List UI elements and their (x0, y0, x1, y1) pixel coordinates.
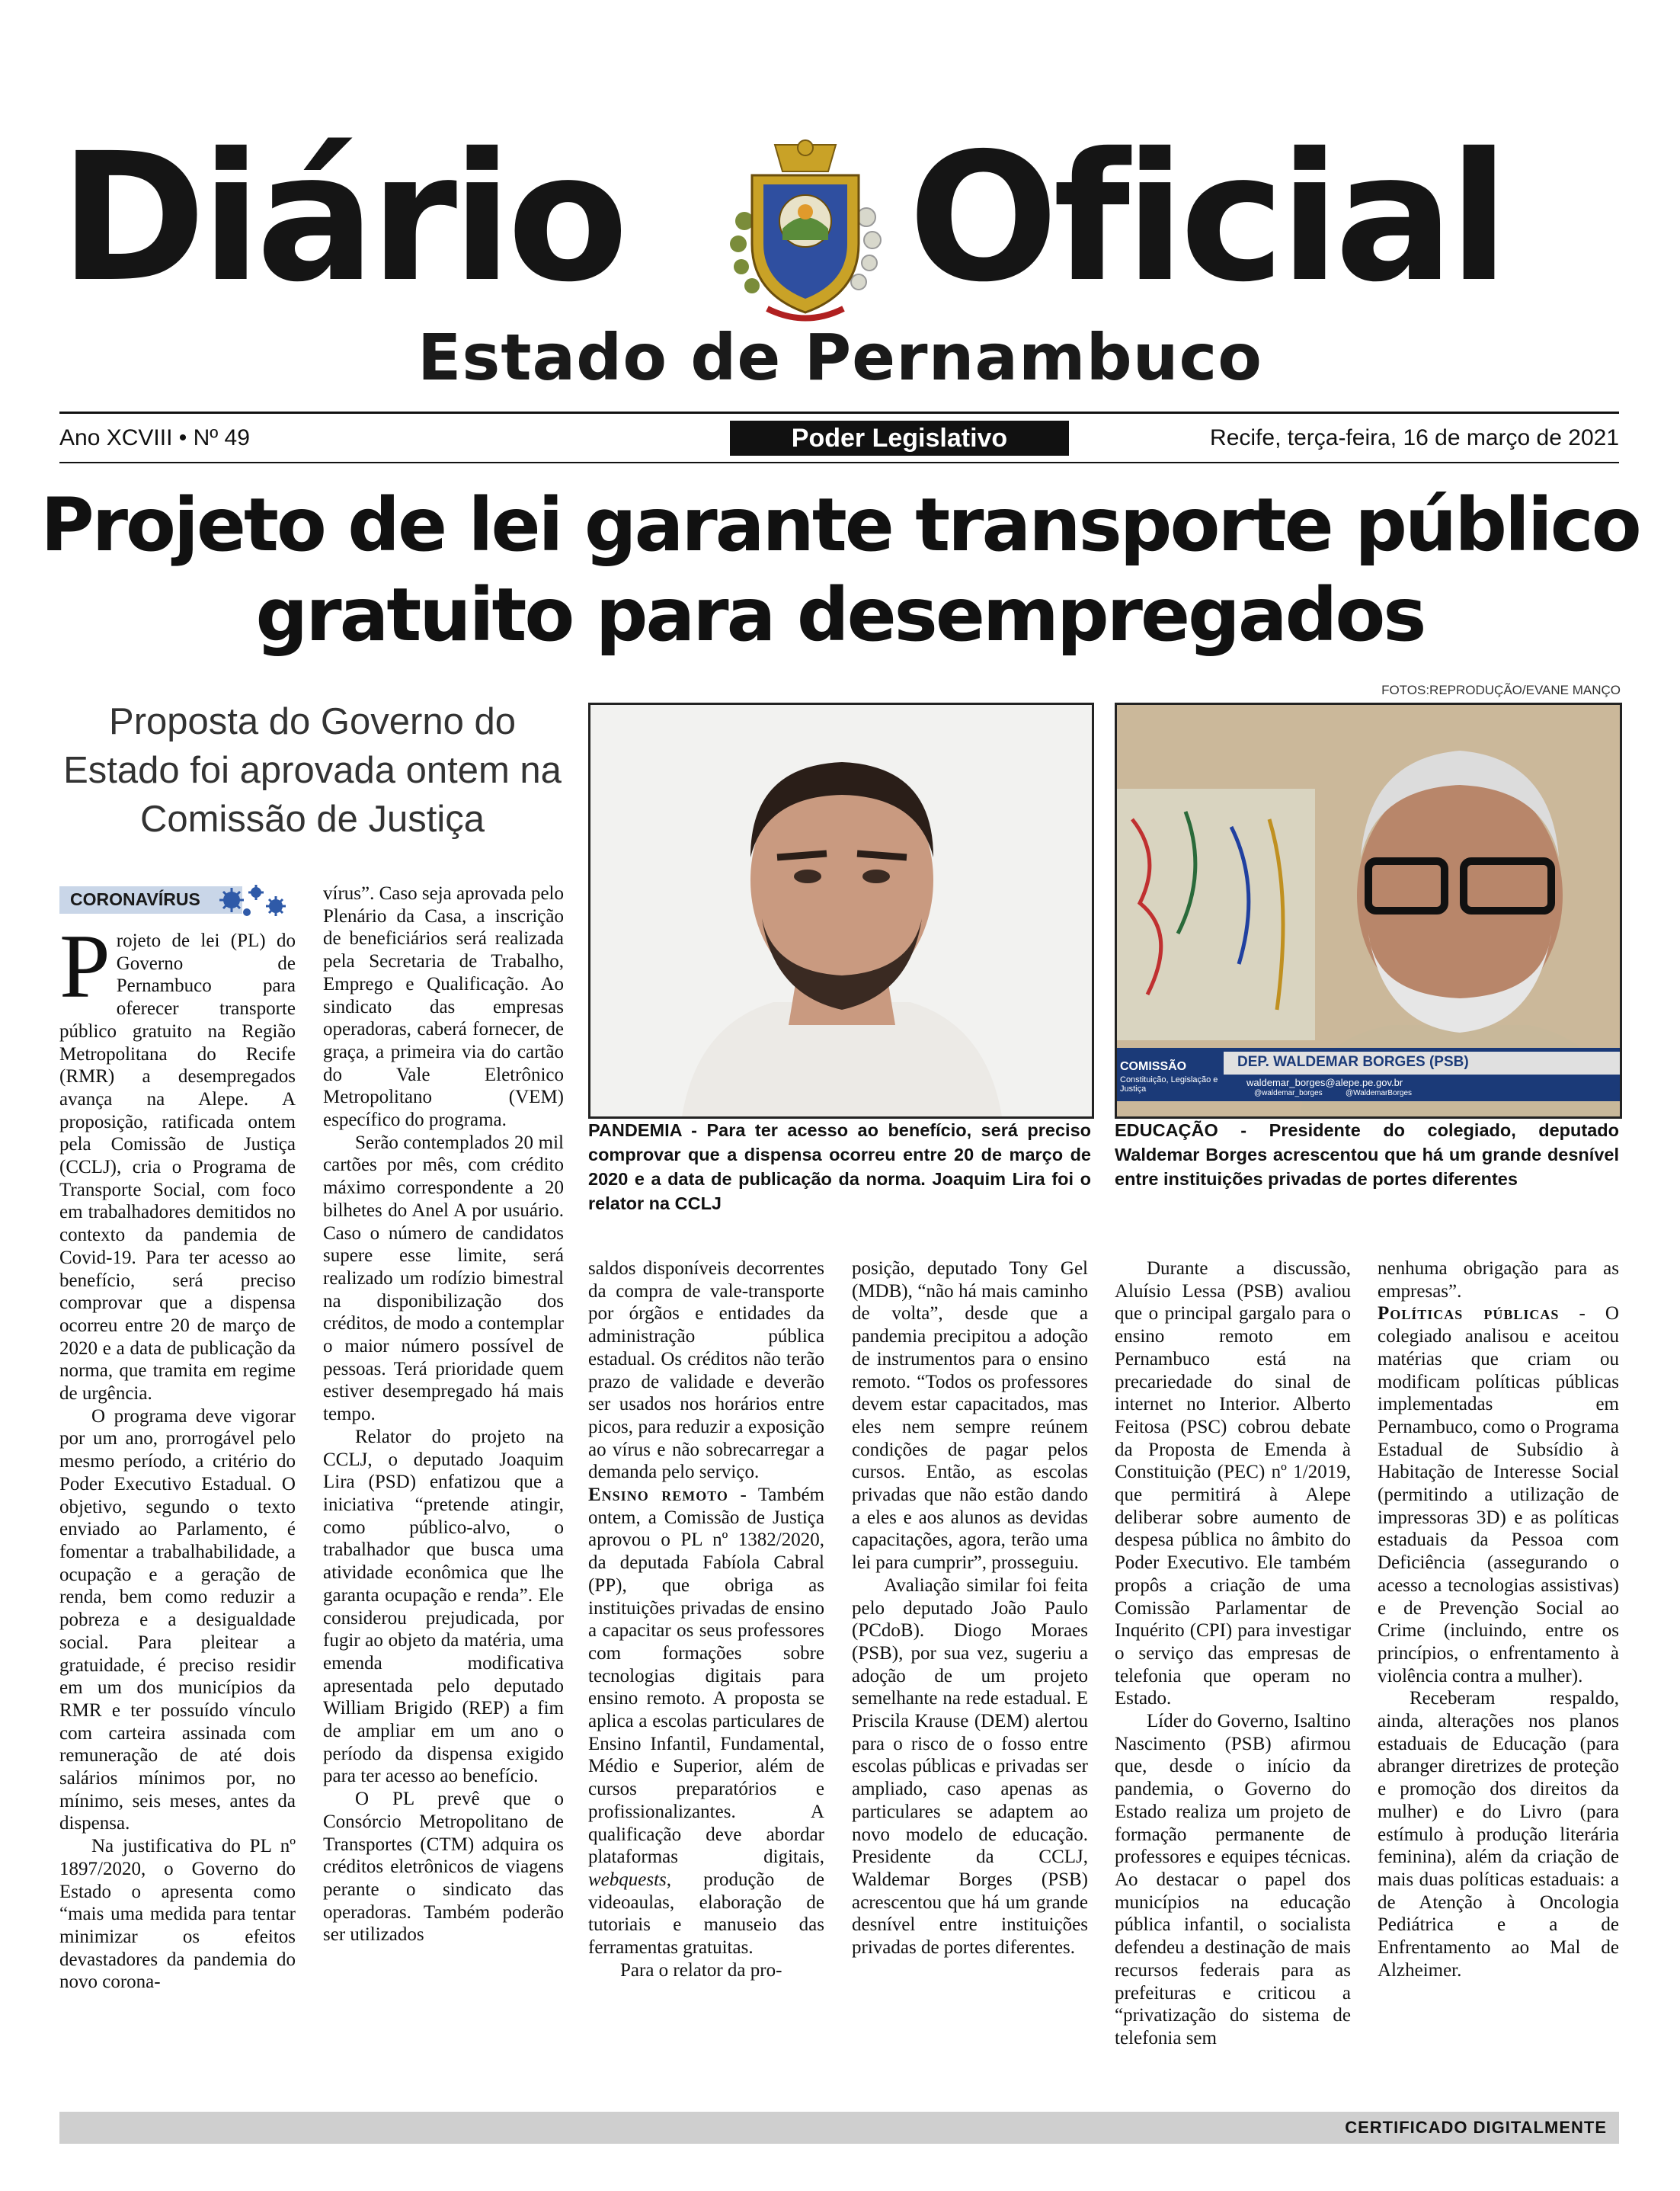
footer-bar (59, 2112, 1619, 2144)
col2-paragraph-3: Relator do projeto na CCLJ, o deputado Joaquim Lira (PSD) enfatizou que a iniciativa “pretende atingir, como público-alvo, o trabalhador que busca uma atividade econômica que lhe garanta ocupação e renda”. Ele considerou prejudicada, por fugir ao objeto da matéria, uma emenda modificativa apresentada pelo deputado William Brigido (REP) a fim de ampliar em um ano o período da dispensa exigido para ter acesso ao benefício. (323, 1426, 564, 1787)
masthead (0, 114, 1680, 395)
masthead-subtitle: Estado de Pernambuco (417, 320, 1263, 395)
col2-paragraph-1: vírus”. Caso seja aprovada pelo Plenário da Casa, a inscrição de beneficiários será realizada pela Secretaria de Trabalho, Emprego e Qualificação. Ao sindicato das empresas operadoras, caberá fornecer, de graça, a primeira via do cartão do Vale Eletrônico Metropolitano (VEM) específico do programa. (323, 883, 564, 1131)
top-rule (59, 412, 1619, 414)
col3-paragraph-2-end: , produção de videoaulas, elaboração de tutoriais e manuseio das ferramentas gratuitas. (588, 1869, 824, 1959)
tag-label: CORONAVÍRUS (70, 889, 200, 909)
footer-certified: CERTIFICADO DIGITALMENTE (1345, 2118, 1607, 2137)
subhead-ensino-remoto: Ensino remoto (588, 1485, 728, 1506)
caption-pandemia-lead: PANDEMIA - (588, 1120, 707, 1140)
caption-educacao-text: Presidente do colegiado, deputado Waldemar Borges acrescentou que há um grande desnível entre instituições privadas de portes diferentes (1115, 1120, 1619, 1189)
col3-paragraph-1: saldos disponíveis decorrentes da compra de vale-transporte por órgãos e entidades da administração pública estadual. Os créditos não terão prazo de validade e deverão ser usados nos horários entre picos, para reduzir a exposição ao vírus e não sobrecarregar a demanda pelo serviço. (588, 1258, 824, 1483)
caption-educacao (1115, 1118, 1619, 1191)
lower-third-name: DEP. WALDEMAR BORGES (PSB) (1237, 1054, 1469, 1070)
lower-third-social-1: @waldemar_borges (1254, 1089, 1323, 1097)
lower-third-left-title: COMISSÃO (1120, 1060, 1187, 1073)
photo-credit: FOTOS:REPRODUÇÃO/EVANE MANÇO (1381, 683, 1621, 697)
info-bar (59, 421, 1619, 459)
col2-paragraph-4: O PL prevê que o Consórcio Metropolitano de Transportes (CTM) adquira os créditos eletrônicos de viagens perante o sindicato das operadoras. Também poderão ser utilizados (323, 1789, 564, 1946)
article-column-5 (1115, 1257, 1351, 2050)
section-tag (59, 886, 293, 915)
section-label: Poder Legislativo (730, 421, 1069, 456)
drop-cap: P (59, 915, 110, 1017)
article-column-6 (1378, 1257, 1619, 1982)
person-portrait-icon (590, 705, 1092, 1116)
col2-paragraph-2: Serão contemplados 20 mil cartões por mês, com crédito máximo correspondente a 20 bilhetes do Anel A por usuário. Caso o número de candidatos supere esse limite, será realizado um rodízio bimestral na disponibilização dos créditos, de modo a contemplar o maior número possível de pessoas. Terá prioridade quem estiver desempregado há mais tempo. (323, 1132, 564, 1425)
subhead-politicas-publicas: Políticas públicas (1378, 1303, 1560, 1325)
issue-date: Recife, terça-feira, 16 de março de 2021 (1210, 425, 1619, 450)
caption-pandemia (588, 1118, 1091, 1216)
article-column-3 (588, 1257, 824, 1982)
col5-paragraph-2: Líder do Governo, Isaltino Nascimento (PSB) afirmou que, desde o início da pandemia, o Governo do Estado realiza um projeto de formação permanente de professores e equipes técnicas. Ao destacar o papel dos municípios na educação pública infantil, o socialista defendeu a destinação de mais recursos federais para as prefeituras e criticou a “privatização do sistema de telefonia sem (1115, 1711, 1351, 2048)
col1-paragraph-1: rojeto de lei (PL) do Governo de Pernambuco para oferecer transporte público gratuito na Região Metropolitana do Recife (RMR) a desempregados avança na Alepe. A proposição, ratificada ontem pela Comissão de Justiça (CCLJ), cria o Programa de Transporte Social, com foco em trabalhadores demitidos no contexto da pandemia de Covid-19. Para ter acesso ao benefício, será preciso comprovar que a dispensa ocorreu entre 20 de março de 2020 e a data de publicação da norma, que tramita em regime de urgência. (59, 931, 296, 1405)
col6-paragraph-1: nenhuma obrigação para as empresas”. (1378, 1258, 1619, 1302)
photo-waldemar-borges (1115, 703, 1622, 1119)
headline-line-1: Projeto de lei garante transporte público (40, 482, 1640, 568)
lower-third-email: waldemar_borges@alepe.pe.gov.br (1246, 1077, 1403, 1088)
caption-educacao-lead: EDUCAÇÃO - (1115, 1120, 1269, 1140)
col3-paragraph-2: - Também ontem, a Comissão de Justiça aprovou o PL nº 1382/2020, da deputada Fabíola Cabral (PP), que obriga as instituições privadas de ensino a capacitar os seus professores com formações sobre tecnologias digitais para ensino remoto. A proposta se aplica a escolas particulares de Ensino Infantil, Fundamental, Médio e Superior, além de cursos preparatórios e profissionalizantes. A qualificação deve abordar plataformas digitais, (588, 1485, 824, 1868)
bottom-rule (59, 462, 1619, 463)
virus-icon (209, 882, 293, 920)
col3-paragraph-3: Para o relator da pro- (620, 1959, 782, 1981)
article-column-4 (852, 1257, 1088, 1959)
article-column-2 (323, 882, 564, 1946)
deck: Proposta do Governo do Estado foi aprovada ontem na Comissão de Justiça (63, 701, 562, 840)
col1-paragraph-2: O programa deve vigorar por um ano, prorrogável pelo mesmo período, a critério do Poder Executivo Estadual. O objetivo, segundo o texto enviado ao Parlamento, é fomentar a trabalhabilidade, a ocupação e a geração de renda, bem como reduzir a pobreza e a desigualdade social. Para pleitear a gratuidade, é preciso residir em um dos municípios da RMR e ter possuído vínculo com carteira assinada com remuneração de até dois salários mínimos por, no mínimo, seis meses, antes da dispensa. (59, 1405, 296, 1834)
col4-paragraph-2: Avaliação similar foi feita pelo deputado João Paulo (PCdoB). Diogo Moraes (PSB), por sua vez, sugeriu a adoção de um projeto semelhante na rede estadual. E Priscila Krause (DEM) alertou para o risco de o fosso entre escolas públicas e privadas ser ampliado, caso apenas as particulares se adaptem ao novo modelo de educação. Presidente da CCLJ, Waldemar Borges (PSB) acrescentou que há um grande desnível entre instituições privadas de portes diferentes. (852, 1574, 1088, 1959)
lower-third-social-2: @WaldemarBorges (1346, 1089, 1413, 1097)
col4-paragraph-1: posição, deputado Tony Gel (MDB), “não há mais caminho de volta”, desde que a pandemia precipitou a adoção de instrumentos para o ensino remoto. “Todos os professores devem estar capacitados, mas eles nem sempre reúnem condições de pagar pelos cursos. Então, as escolas privadas que não estão dando a eles e aos alunos as devidas capacitações, agora, terão uma lei para cumprir”, prosseguiu. (852, 1258, 1088, 1574)
photo-joaquim-lira (588, 703, 1094, 1119)
col6-paragraph-3: Receberam respaldo, ainda, alterações nos planos estaduais de Educação (para abranger diretrizes de proteção e promoção dos direitos da mulher) e do Livro (para estímulo à produção literária feminina), além da criação de mais duas políticas estaduais: a de Atenção à Oncologia Pediátrica e a de Enfrentamento ao Mal de Alzheimer. (1378, 1688, 1619, 1981)
masthead-word-diario: Diário (59, 115, 623, 321)
headline (30, 480, 1650, 660)
lower-third-left-sub: Constituição, Legislação e Justiça (1120, 1075, 1218, 1094)
headline-line-2: gratuito para desempregados (255, 572, 1425, 658)
col1-paragraph-3: Na justificativa do PL nº 1897/2020, o Governo do Estado o apresenta como “mais uma medida para tentar minimizar os efeitos devastadores da pandemia do novo corona- (59, 1836, 296, 1993)
masthead-word-oficial: Oficial (908, 115, 1504, 321)
col5-paragraph-1: Durante a discussão, Aluísio Lessa (PSB) avaliou que o principal gargalo para o ensino remoto em Pernambuco está na precariedade do sinal de internet no Interior. Alberto Feitosa (PSC) cobrou debate da Proposta de Emenda à Constituição (PEC) nº 1/2019, que permitirá à Alepe deliberar sobre aumento de despesa pública no âmbito do Poder Executivo. Ele também propôs a criação de uma Comissão Parlamentar de Inquérito (CPI) para investigar o serviço das empresas de telefonia que operam no Estado. (1115, 1258, 1351, 1709)
caption-pandemia-text: Para ter acesso ao benefício, será preciso comprovar que a dispensa ocorreu entre 20 de março de 2020 e a data de publicação da norma. Joaquim Lira foi o relator na CCLJ (588, 1120, 1091, 1213)
col6-paragraph-2: - O colegiado analisou e aceitou matérias que criam ou modificam políticas públicas implementadas em Pernambuco, como o Programa Estadual de Subsídio à Habitação de Interesse Social (permitindo a utilização de impressoras 3D) e as políticas estaduais da Pessoa com Deficiência (assegurando o acesso a tecnologias assistivas) e de Prevenção Social ao Crime (incluindo, entre os princípios, o enfrentamento à violência contra a mulher). (1378, 1303, 1619, 1686)
article-column-1 (59, 915, 296, 1994)
crest-icon (722, 130, 889, 328)
edition-number: Ano XCVIII • Nº 49 (59, 425, 250, 450)
col3-paragraph-2-em: webquests (588, 1869, 667, 1890)
